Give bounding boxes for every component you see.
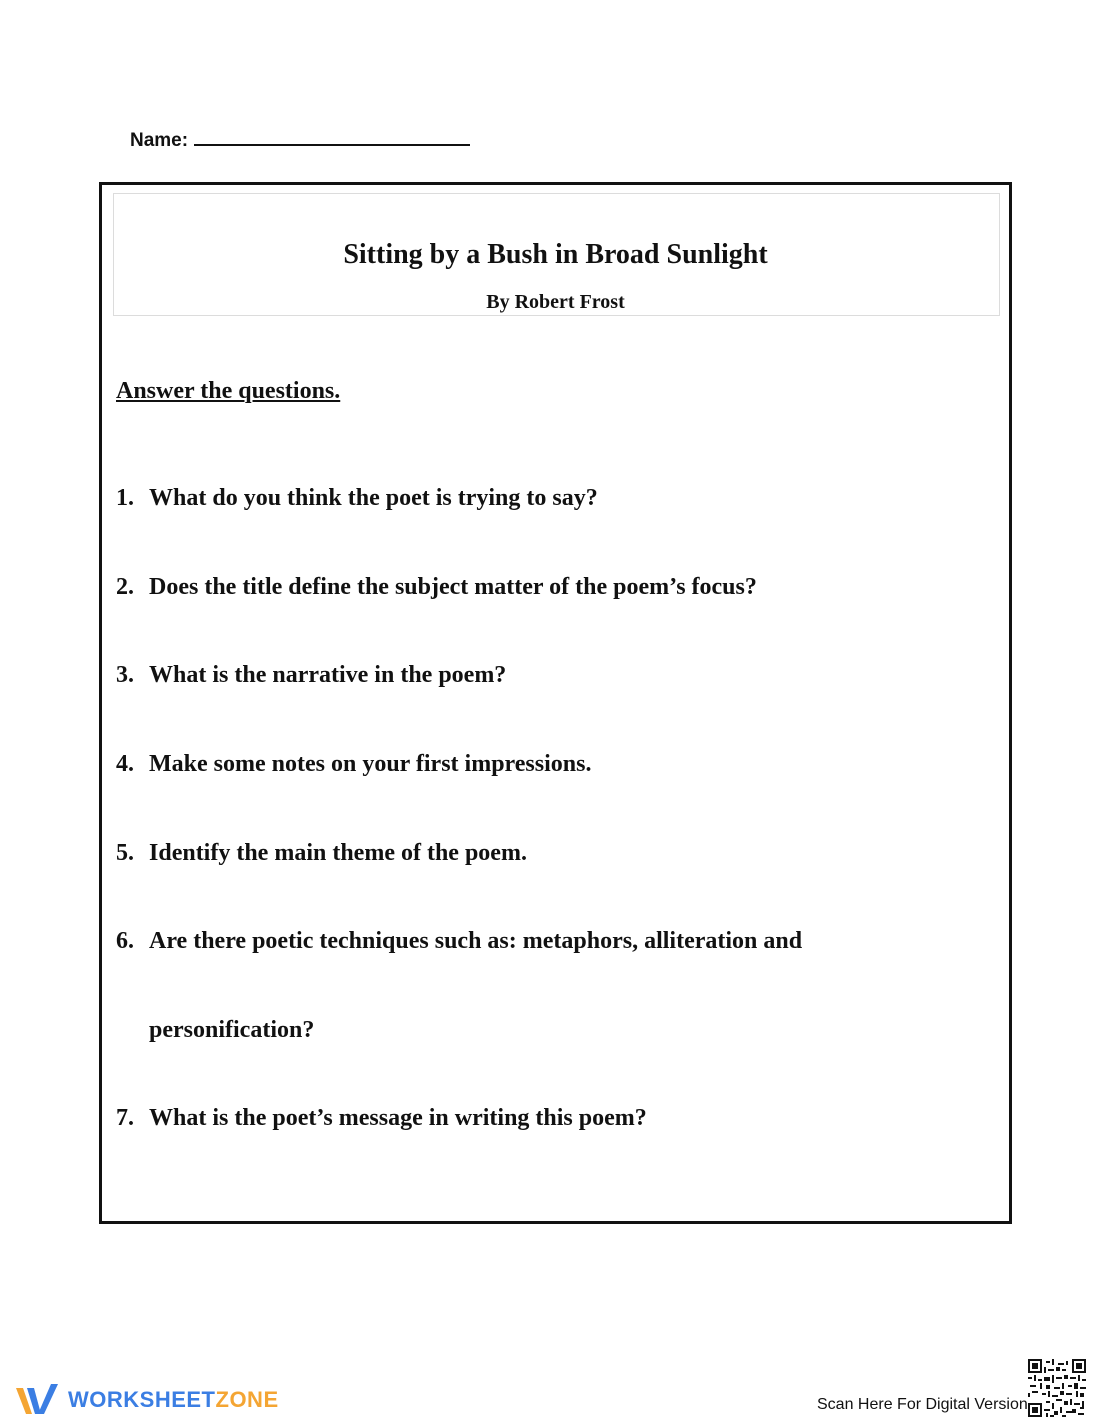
question-text: Are there poetic techniques such as: metaphors, alliteration and [149,928,803,954]
question-number: 6. [116,928,134,954]
name-label: Name: [130,130,189,151]
question-number: 1. [116,485,134,511]
brand-logo [14,1382,279,1418]
poem-author: By Robert Frost [486,291,625,313]
question-6 [116,928,802,955]
name-field [130,128,470,152]
question-text: What is the narrative in the poem? [149,662,507,688]
question-text: Make some notes on your first impressions. [149,751,592,777]
worksheet-frame [99,182,1012,1224]
question-3 [116,662,506,689]
poem-title: Sitting by a Bush in Broad Sunlight [343,239,768,270]
question-number: 3. [116,662,134,688]
question-text: Identify the main theme of the poem. [149,840,527,866]
question-6-continued: personification? [149,1017,315,1043]
question-number: 5. [116,840,134,866]
question-number: 7. [116,1105,134,1131]
worksheetzone-logo-icon [14,1382,60,1418]
question-text: What do you think the poet is trying to say? [149,485,598,511]
scan-caption: Scan Here For Digital Version [817,1396,1028,1413]
brand-name: WORKSHEETZONE [68,1387,279,1412]
question-text: Does the title define the subject matter of the poem’s focus? [149,574,757,600]
question-number: 2. [116,574,134,600]
question-text: What is the poet’s message in writing this poem? [149,1105,647,1131]
question-number: 4. [116,751,134,777]
question-1 [116,485,598,512]
question-2 [116,574,757,601]
question-7 [116,1105,647,1132]
question-5 [116,840,527,867]
instructions-heading: Answer the questions. [116,378,341,404]
qr-code-icon[interactable] [1028,1359,1086,1417]
name-blank-line[interactable] [194,128,470,146]
question-4 [116,751,591,778]
